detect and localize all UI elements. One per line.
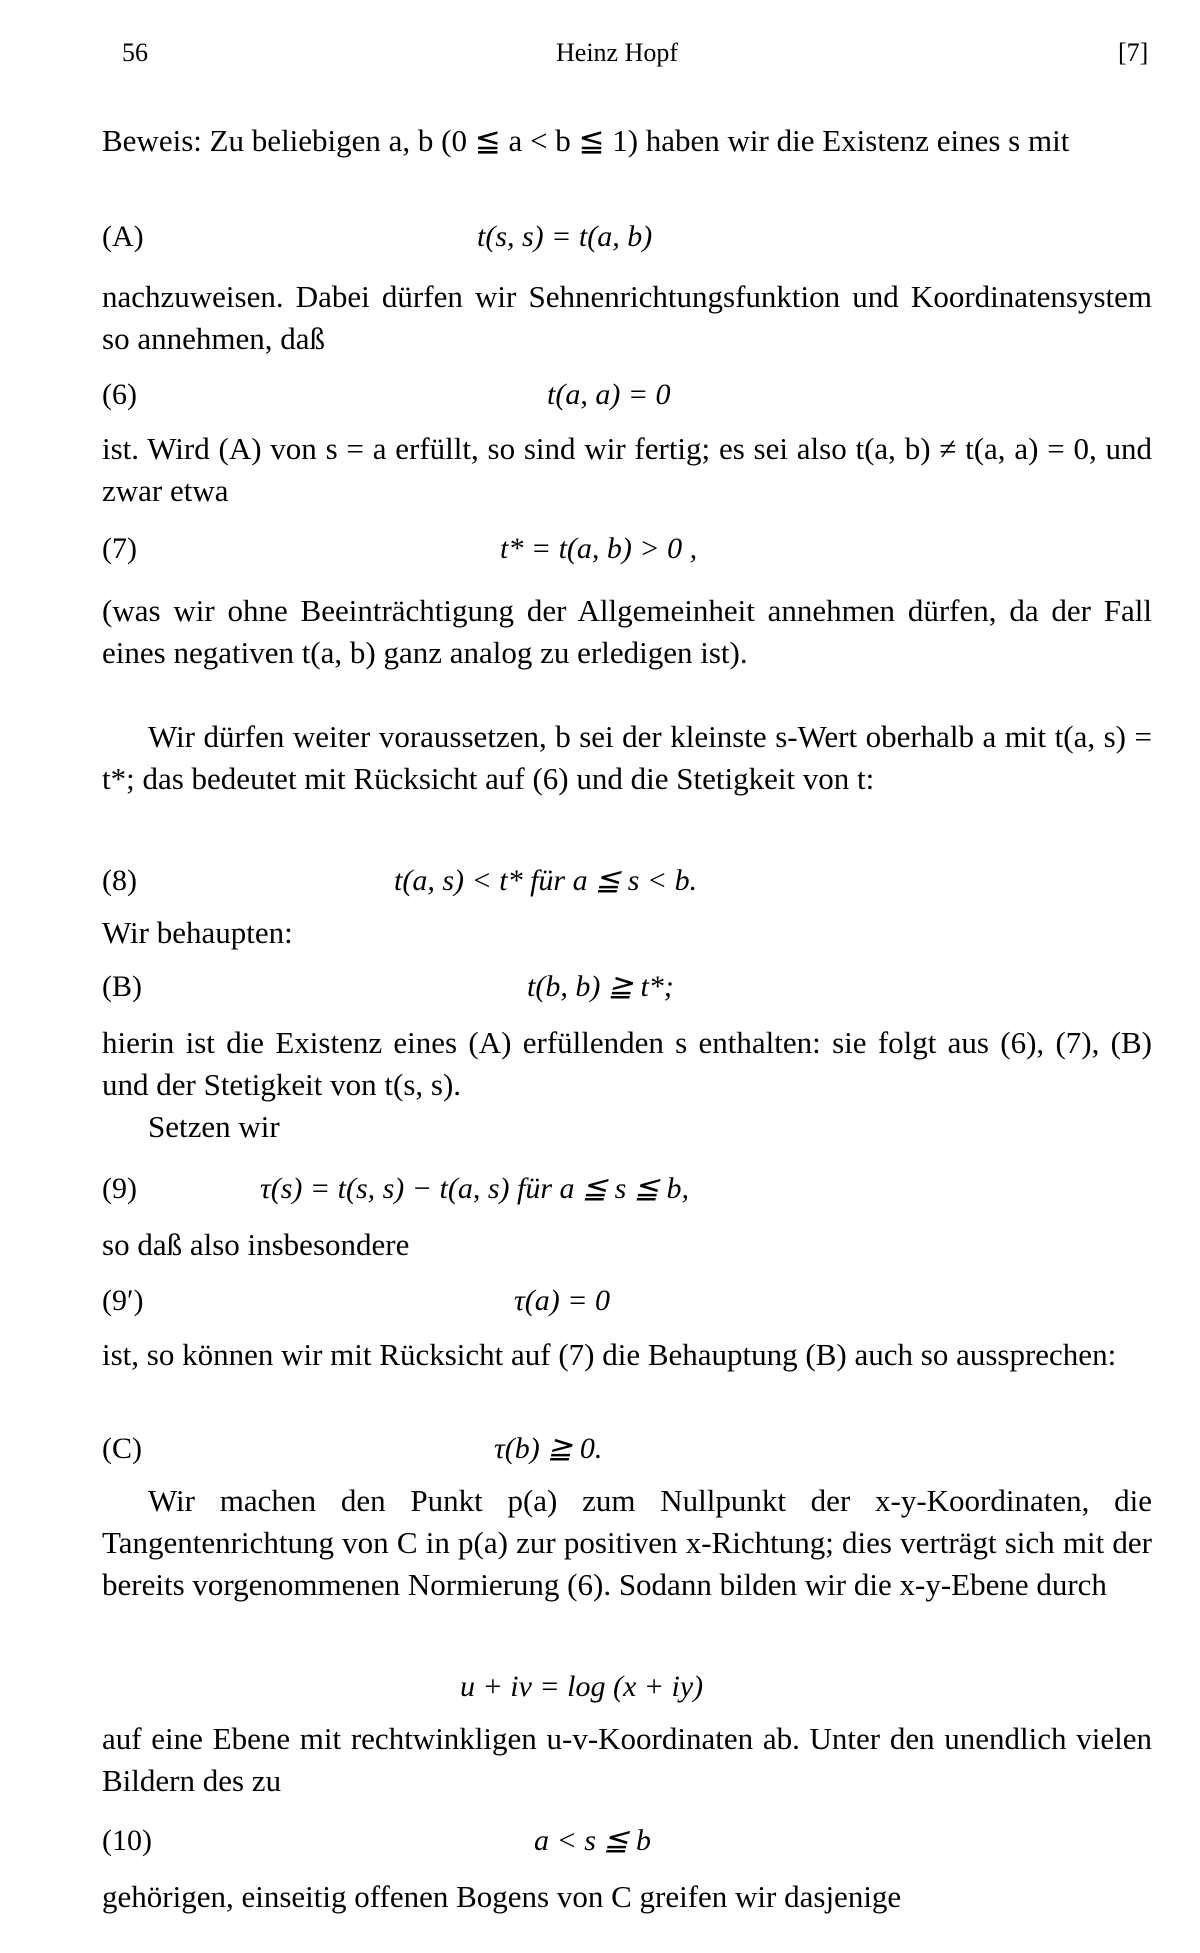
equation-7 <box>102 528 1152 570</box>
paragraph-claim: Wir behaupten: <box>102 915 293 950</box>
equation-expression: τ(b) ≧ 0. <box>494 1432 603 1465</box>
equation-expression: a < s ≦ b <box>534 1824 652 1857</box>
equation-log <box>102 1666 1152 1708</box>
page-number: 56 <box>122 38 148 67</box>
paragraph-generality: (was wir ohne Beeinträchtigung der Allgemeinheit annehmen dürfen, da der Fall eines negativen t(a, b) ganz analog zu erledigen ist). <box>102 593 1152 670</box>
equation-6 <box>102 374 1152 416</box>
equation-tag: (B) <box>102 970 142 1003</box>
equation-tag: (A) <box>102 220 144 253</box>
equation-10 <box>102 1820 1152 1862</box>
equation-C <box>102 1428 1152 1470</box>
equation-tag: (10) <box>102 1824 152 1857</box>
equation-expression: t(a, s) < t* für a ≦ s < b. <box>394 864 698 897</box>
equation-expression: t(b, b) ≧ t*; <box>527 970 674 1003</box>
equation-tag: (7) <box>102 532 137 565</box>
equation-tag: (9′) <box>102 1284 144 1317</box>
paragraph-arc: gehörigen, einseitig offenen Bogens von C greifen wir dasjenige <box>102 1879 902 1914</box>
paragraph-smallest-value: Wir dürfen weiter voraussetzen, b sei der kleinste s-Wert oberhalb a mit t(a, s) = t*; das bedeutet mit Rücksicht auf (6) und die Stetigkeit von t: <box>102 719 1152 796</box>
equation-B <box>102 966 1152 1008</box>
section-number: [7] <box>1118 38 1149 67</box>
equation-expression: t(a, a) = 0 <box>547 378 671 411</box>
equation-A <box>102 216 1152 258</box>
equation-expression: τ(a) = 0 <box>514 1284 610 1317</box>
equation-tag: (C) <box>102 1432 142 1465</box>
paragraph-setzen: Setzen wir <box>148 1109 280 1144</box>
paragraph-normalization: nachzuweisen. Dabei dürfen wir Sehnenrichtungsfunktion und Koordinatensystem so annehmen, daß <box>102 279 1152 356</box>
paragraph-existence: hierin ist die Existenz eines (A) erfüllenden s enthalten: sie folgt aus (6), (7), (B) und der Stetigkeit von t(s, s). <box>102 1025 1152 1102</box>
equation-8 <box>102 860 1152 902</box>
paragraph-case-distinction: ist. Wird (A) von s = a erfüllt, so sind wir fertig; es sei also t(a, b) ≠ t(a, a) = 0, und zwar etwa <box>102 431 1152 508</box>
equation-9 <box>102 1168 1152 1210</box>
running-head-author: Heinz Hopf <box>556 38 679 67</box>
equation-expression: t(s, s) = t(a, b) <box>477 220 653 253</box>
paragraph-insbesondere: so daß also insbesondere <box>102 1227 410 1262</box>
equation-expression: τ(s) = t(s, s) − t(a, s) für a ≦ s ≦ b, <box>260 1172 689 1205</box>
paragraph-proof-start: Beweis: Zu beliebigen a, b (0 ≦ a < b ≦ 1) haben wir die Existenz eines s mit <box>102 123 1070 158</box>
paragraph-mapping: auf eine Ebene mit rechtwinkligen u-v-Koordinaten ab. Unter den unendlich vielen Bildern des zu <box>102 1721 1152 1798</box>
equation-expression: u + iv = log (x + iy) <box>460 1670 704 1703</box>
equation-tag: (9) <box>102 1172 137 1205</box>
equation-tag: (8) <box>102 864 137 897</box>
paragraph-reformulation: ist, so können wir mit Rücksicht auf (7) die Behauptung (B) auch so aussprechen: <box>102 1337 1117 1372</box>
equation-9-prime <box>102 1280 1152 1322</box>
equation-expression: t* = t(a, b) > 0 , <box>500 532 698 565</box>
equation-tag: (6) <box>102 378 137 411</box>
paragraph-coordinates: Wir machen den Punkt p(a) zum Nullpunkt der x-y-Koordinaten, die Tangentenrichtung von C in p(a) zur positiven x-Richtung; dies verträgt sich mit der bereits vorgenommenen Normierung (6). Sodann bilden wir die x-y-Ebene durch <box>102 1483 1152 1602</box>
